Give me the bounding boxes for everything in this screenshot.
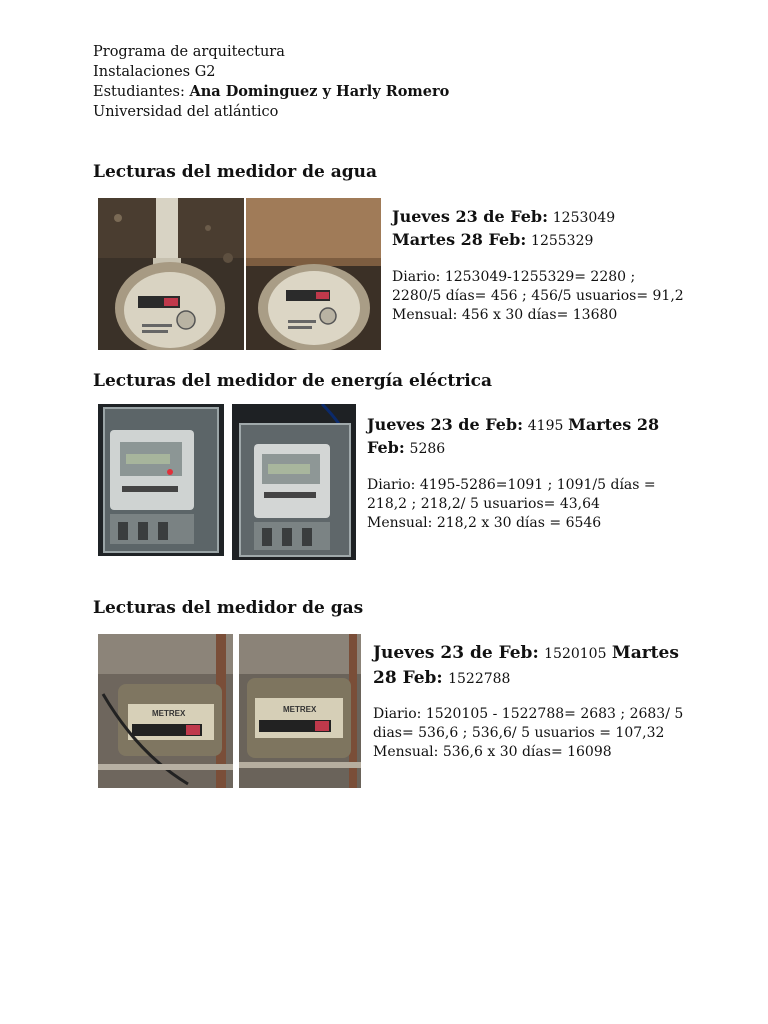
electric-meter-photo-1 <box>98 404 224 556</box>
electric-meter-photo-2 <box>232 404 356 560</box>
electric-calc-per-user: 218,2 ; 218,2/ 5 usuarios= 43,64 <box>367 496 600 512</box>
electric-reading-line1 <box>367 414 667 437</box>
gas-readings <box>373 641 693 691</box>
electric-calc-monthly: Mensual: 218,2 x 30 días = 6546 <box>367 515 602 531</box>
gas-day2-label-b: 28 Feb: <box>373 668 443 688</box>
gas-calc-monthly: Mensual: 536,6 x 30 días= 16098 <box>373 744 612 760</box>
gas-calc-daily: Diario: 1520105 - 1522788= 2683 ; 2683/ 5 <box>373 706 684 722</box>
gas-meter-photo-2 <box>239 634 361 788</box>
water-day1-label: Jueves 23 de Feb: <box>392 207 548 226</box>
university-line: Universidad del atlántico <box>93 103 279 120</box>
water-day2-label: Martes 28 Feb: <box>392 230 527 249</box>
gas-reading-line2 <box>373 666 693 691</box>
water-calc-monthly: Mensual: 456 x 30 días= 13680 <box>392 307 618 323</box>
students-names: Ana Dominguez y Harly Romero <box>189 83 450 100</box>
students-label: Estudiantes: <box>93 84 185 100</box>
gas-reading-line1 <box>373 641 693 666</box>
water-day2-value: 1255329 <box>531 233 594 249</box>
water-meter-photo-1 <box>98 198 244 350</box>
electric-day2-label-b: Feb: <box>367 438 405 457</box>
water-meter-photo-2 <box>246 198 381 350</box>
electric-day2-label-a: Martes 28 <box>568 415 660 434</box>
gas-section-title: Lecturas del medidor de gas <box>93 598 364 618</box>
gas-meter-photo-1 <box>98 634 233 788</box>
gas-day2-value: 1522788 <box>448 671 511 687</box>
electric-day2-value: 5286 <box>409 441 446 457</box>
water-day1-value: 1253049 <box>552 210 616 226</box>
water-section-title: Lecturas del medidor de agua <box>93 162 378 182</box>
program-line: Programa de arquitectura <box>93 44 285 60</box>
electric-readings <box>367 414 667 460</box>
gas-day1-label: Jueves 23 de Feb: <box>373 643 539 663</box>
students-line <box>93 82 449 103</box>
water-reading-day2 <box>392 229 672 252</box>
gas-meter-brand-2: METREX <box>283 705 317 714</box>
electric-section-title: Lecturas del medidor de energía eléctrica <box>93 371 493 391</box>
water-calc-per-user: 2280/5 días= 456 ; 456/5 usuarios= 91,2 <box>392 288 684 304</box>
gas-meter-brand-1: METREX <box>152 709 186 718</box>
electric-calc-daily: Diario: 4195-5286=1091 ; 1091/5 días = <box>367 477 656 493</box>
gas-day2-label-a: Martes <box>611 643 679 663</box>
electric-day1-label: Jueves 23 de Feb: <box>367 415 523 434</box>
water-reading-day1 <box>392 206 672 229</box>
electric-day1-value: 4195 <box>527 418 564 434</box>
water-calculations <box>392 268 692 325</box>
course-line: Instalaciones G2 <box>93 63 216 80</box>
gas-day1-value: 1520105 <box>544 646 607 662</box>
water-readings <box>392 206 672 252</box>
gas-calculations <box>373 705 693 762</box>
electric-reading-line2 <box>367 437 667 460</box>
water-calc-daily: Diario: 1253049-1255329= 2280 ; <box>392 269 636 285</box>
document-header <box>93 43 449 122</box>
gas-calc-per-user: dias= 536,6 ; 536,6/ 5 usuarios = 107,32 <box>373 725 665 741</box>
electric-calculations <box>367 476 667 533</box>
